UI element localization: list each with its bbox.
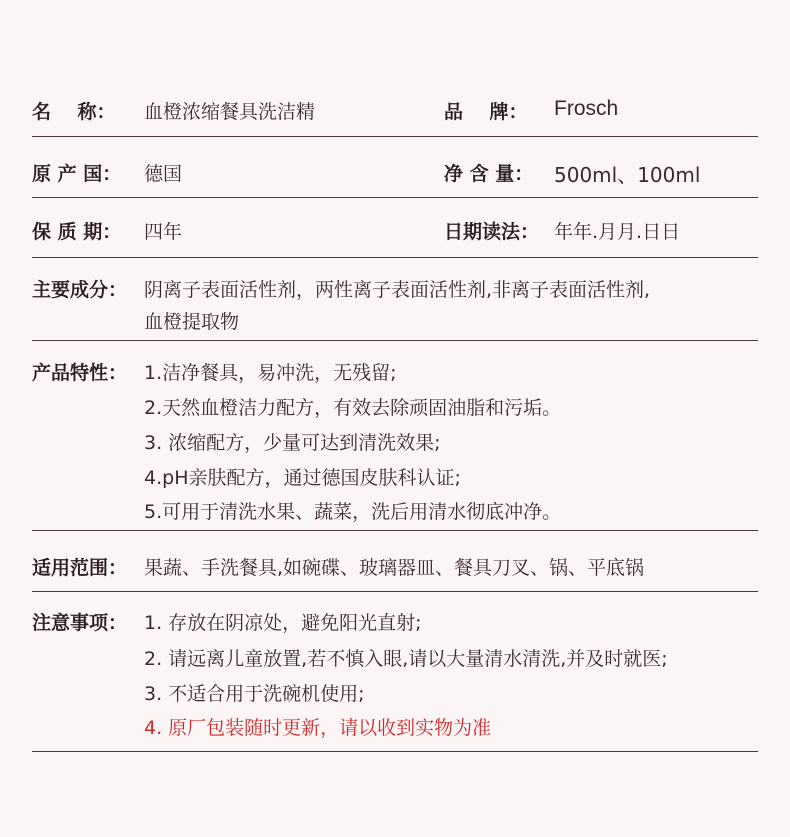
feature-item: 5.可用于清洗水果、蔬菜，洗后用清水彻底冲净。 xyxy=(144,501,562,523)
feature-item: 1.洁净餐具，易冲洗，无残留; xyxy=(144,362,397,384)
feature-item: 3. 浓缩配方，少量可达到清洗效果; xyxy=(144,432,441,454)
feature-item: 4.pH亲肤配方，通过德国皮肤科认证; xyxy=(144,467,461,489)
ingredients-line-2: 血橙提取物 xyxy=(144,311,240,333)
notes-label: 注意事项： xyxy=(32,612,128,634)
name-label: 名 称： xyxy=(32,101,116,123)
shelf-label: 保 质 期： xyxy=(32,221,122,243)
brand-label: 品 牌： xyxy=(444,101,528,123)
divider-line xyxy=(32,340,758,341)
ingredients-label: 主要成分： xyxy=(32,279,128,301)
features-label: 产品特性： xyxy=(32,362,128,384)
feature-item: 2.天然血橙洁力配方，有效去除顽固油脂和污垢。 xyxy=(144,397,562,419)
scope-label: 适用范围： xyxy=(32,557,128,579)
ingredients-line-1: 阴离子表面活性剂，两性离子表面活性剂,非离子表面活性剂, xyxy=(144,279,651,301)
origin-label: 原 产 国： xyxy=(32,163,122,185)
origin-value: 德国 xyxy=(144,163,183,185)
row-shelf-date xyxy=(32,217,758,245)
note-item: 2. 请远离儿童放置,若不慎入眼,请以大量清水清洗,并及时就医; xyxy=(144,648,668,670)
row-ingredients xyxy=(32,275,758,335)
net-label: 净 含 量： xyxy=(444,163,534,185)
divider-line xyxy=(32,591,758,592)
note-item-highlight: 4. 原厂包装随时更新，请以收到实物为准 xyxy=(144,717,492,739)
note-item: 1. 存放在阴凉处，避免阳光直射; xyxy=(144,612,422,634)
date-value: 年年.月月.日日 xyxy=(554,221,681,243)
divider-line xyxy=(32,751,758,752)
note-item: 3. 不适合用于洗碗机使用; xyxy=(144,683,365,705)
shelf-value: 四年 xyxy=(144,221,183,243)
divider-line xyxy=(32,197,758,198)
divider-line xyxy=(32,530,758,531)
divider-line xyxy=(32,136,758,137)
net-value: 500ml、100ml xyxy=(554,163,701,187)
scope-value: 果蔬、手洗餐具,如碗碟、玻璃器皿、餐具刀叉、锅、平底锅 xyxy=(144,557,645,579)
name-value: 血橙浓缩餐具洗洁精 xyxy=(144,101,316,123)
date-label: 日期读法： xyxy=(444,221,540,243)
brand-value: Frosch xyxy=(554,97,619,120)
divider-line xyxy=(32,257,758,258)
row-origin-net xyxy=(32,159,758,187)
row-scope xyxy=(32,553,758,581)
row-name-brand xyxy=(32,97,758,125)
